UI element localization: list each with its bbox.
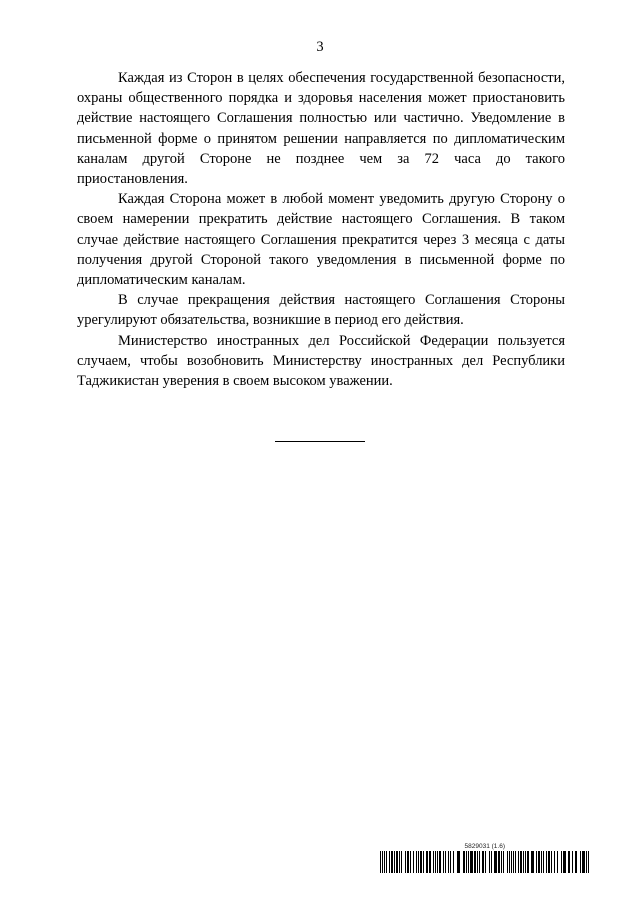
barcode-bar: [386, 851, 387, 873]
barcode-bar: [384, 851, 385, 873]
barcode-bar: [437, 851, 438, 873]
barcode-bar: [575, 851, 577, 873]
paragraph-termination: Каждая Сторона может в любой момент уведомить другую Сторону о своем намерении прекратить действие настоящего Соглашения. В таком случае действие настоящего Соглашения прекратится через 3 месяца с даты получения другой Стороной такого уведомления в письменной форме по дипломатическим каналам.: [77, 191, 565, 289]
barcode-bar: [523, 851, 524, 873]
barcode-bar: [551, 851, 552, 873]
barcode-bar: [453, 851, 454, 873]
barcode-bar: [520, 851, 522, 873]
barcode-bar: [429, 851, 431, 873]
barcode-bar: [410, 851, 411, 873]
barcode-bar: [489, 851, 490, 873]
barcode-bar: [463, 851, 465, 873]
barcode-bar: [531, 851, 534, 873]
page-number: 3: [316, 39, 324, 55]
barcode-bar: [518, 851, 519, 873]
barcode-bar: [450, 851, 451, 873]
barcode-bar: [418, 851, 419, 873]
barcode-bar: [527, 851, 529, 873]
barcode-bar: [405, 851, 406, 873]
barcode-bar: [509, 851, 510, 873]
barcode-bar: [445, 851, 446, 873]
barcode-bar: [525, 851, 526, 873]
barcode-bar: [580, 851, 581, 873]
barcode-bar: [380, 851, 381, 873]
barcode-bar: [511, 851, 512, 873]
barcode-bar: [515, 851, 516, 873]
barcode-bar: [433, 851, 434, 873]
document-body: [77, 68, 565, 391]
barcode-bar: [423, 851, 424, 873]
barcode-bar: [561, 851, 562, 873]
paragraph-obligations: В случае прекращения действия настоящего Соглашения Стороны урегулируют обязательства, возникшие в период его действия.: [77, 292, 565, 329]
barcode-bar: [485, 851, 486, 873]
barcode-bar: [420, 851, 422, 873]
barcode-bar: [394, 851, 395, 873]
barcode-bar: [557, 851, 558, 873]
barcode-bar: [407, 851, 409, 873]
barcode-bar: [401, 851, 402, 873]
barcode-bar: [548, 851, 550, 873]
barcode-bar: [503, 851, 504, 873]
barcode-bar: [448, 851, 449, 873]
barcode-bar: [426, 851, 428, 873]
barcode-bar: [568, 851, 570, 873]
separator-line: [275, 441, 365, 442]
barcode-bar: [563, 851, 566, 873]
barcode-bar: [582, 851, 585, 873]
barcode-bar: [413, 851, 414, 873]
barcode-bar: [491, 851, 492, 873]
barcode-bar: [513, 851, 514, 873]
barcode-code: 5829031 (1.6): [464, 843, 505, 850]
barcode-bar: [468, 851, 469, 873]
paragraph-suspension: Каждая из Сторон в целях обеспечения государственной безопасности, охраны общественного порядка и здоровья населения может приостановить действие настоящего Соглашения полностью или частично. Уведомление в письменной форме о принятом решении направляется по дипломатическим каналам другой Стороне не позднее чем за 72 часа до такого приостановления.: [77, 70, 565, 188]
barcode-block: [380, 843, 589, 873]
barcode-bar: [543, 851, 544, 873]
barcode-bar: [477, 851, 478, 873]
barcode-bar: [382, 851, 383, 873]
barcode-bar: [466, 851, 467, 873]
barcode-bar: [494, 851, 497, 873]
barcode-bar: [443, 851, 444, 873]
barcode-bar: [498, 851, 500, 873]
barcode-bar: [507, 851, 508, 873]
barcode-bar: [482, 851, 484, 873]
barcode-bar: [474, 851, 476, 873]
barcode-bar: [536, 851, 537, 873]
barcode-bar: [586, 851, 587, 873]
barcode-bar: [435, 851, 436, 873]
barcode-bar: [554, 851, 555, 873]
barcode-bar: [546, 851, 547, 873]
barcode-bar: [439, 851, 441, 873]
barcode-image: [380, 851, 589, 873]
barcode-bar: [399, 851, 400, 873]
barcode-bar: [389, 851, 390, 873]
barcode-bar: [572, 851, 573, 873]
barcode-bar: [396, 851, 398, 873]
barcode-bar: [479, 851, 480, 873]
barcode-bar: [416, 851, 417, 873]
barcode-bar: [470, 851, 473, 873]
barcode-bar: [588, 851, 589, 873]
barcode-bar: [457, 851, 460, 873]
barcode-bar: [541, 851, 542, 873]
paragraph-closing-courtesy: Министерство иностранных дел Российской Федерации пользуется случаем, чтобы возобновить Министерству иностранных дел Республики Таджикистан уверения в своем высоком уважении.: [77, 332, 565, 390]
barcode-bar: [391, 851, 393, 873]
barcode-bar: [538, 851, 540, 873]
barcode-bar: [501, 851, 502, 873]
